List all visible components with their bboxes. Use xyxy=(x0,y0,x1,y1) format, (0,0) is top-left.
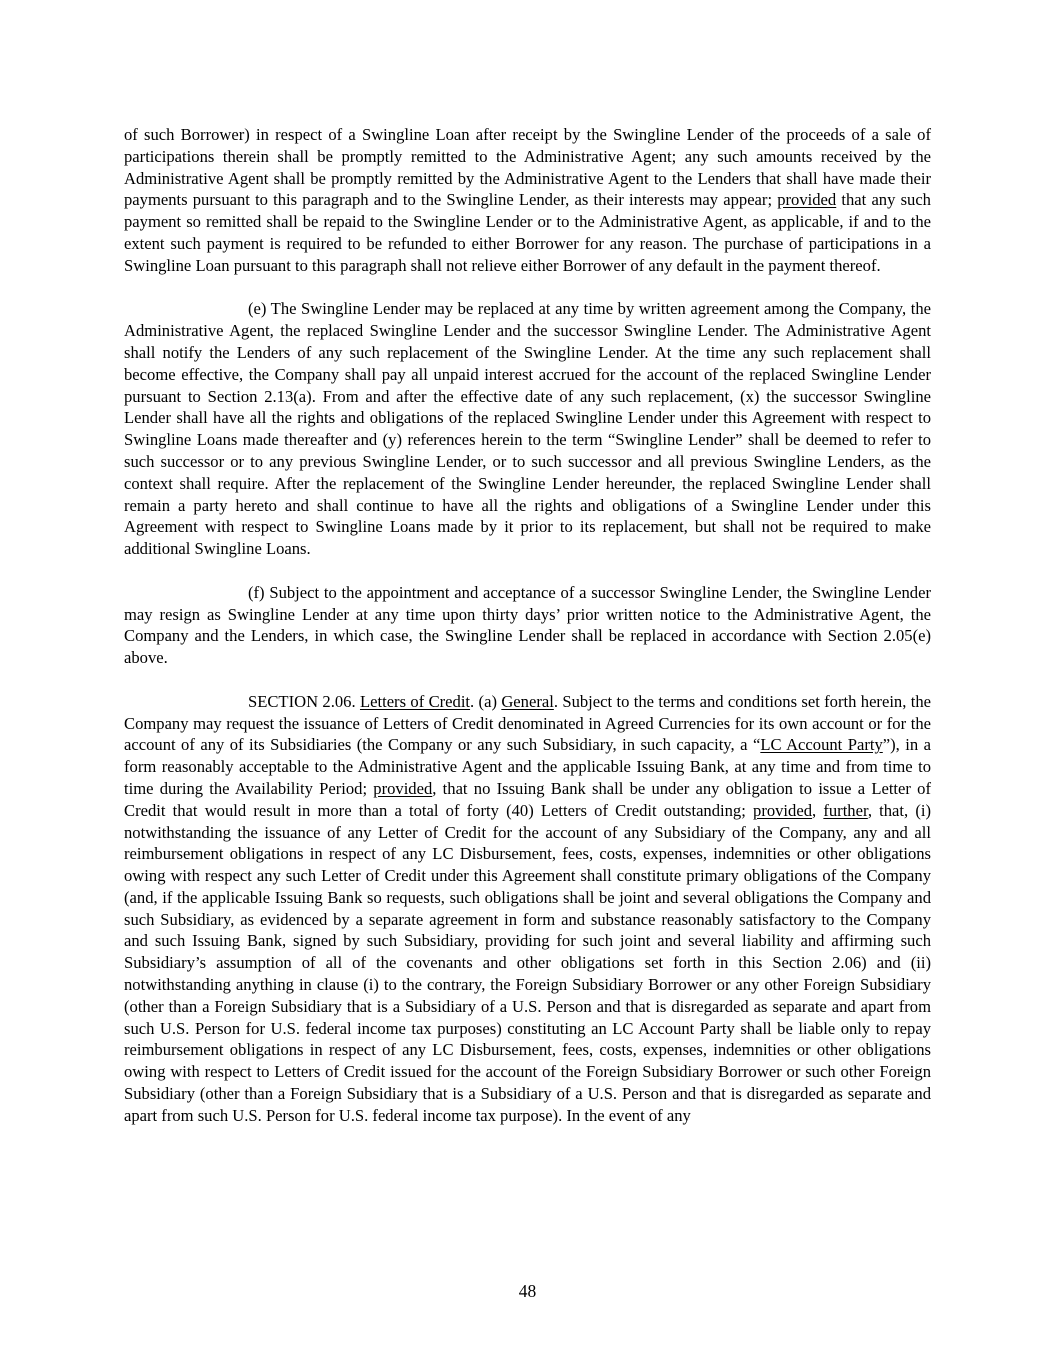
paragraph-f-swingline-resignation: (f) Subject to the appointment and acceptance of a successor Swingline Lender, the Swingline Lender may resign as Swingline Lender at any time upon thirty days’ prior written notice to the Administrative Agent, the Company and the Lenders, in which case, the Swingline Lender shall be replaced in accordance with Section 2.05(e) above. xyxy=(124,582,931,668)
paragraph-text: . (a) xyxy=(470,691,502,711)
paragraph-text: ”), in a form reasonably acceptable to the Administrative Agent and the applicable Issuing Bank, at any time and from time to time during the Availability Period; xyxy=(124,735,932,798)
paragraph-text: , xyxy=(812,800,824,820)
paragraph-swingline-participations xyxy=(124,124,931,277)
further-term: further xyxy=(823,800,868,820)
document-page xyxy=(124,124,931,1148)
paragraph-text: . Subject to the terms and conditions set forth herein, the Company may request the issuance of Letters of Credit denominated in Agreed Currencies for its own account or for the account of any of its Subsidiaries (the Company or any such Subsidiary, in such capacity, a “ xyxy=(124,691,932,755)
subsection-title: General xyxy=(501,691,554,711)
paragraph-text: of such Borrower) in respect of a Swingline Loan after receipt by the Swingline Lender of the proceeds of a sale of participations therein shall be promptly remitted to the Administrative Agent; any such amounts received by the Administrative Agent shall be promptly remitted by the Administrative Agent to the Lenders that shall have made their payments pursuant to this paragraph and to the Swingline Lender, as their interests may appear; xyxy=(124,125,931,210)
defined-term: LC Account Party xyxy=(760,735,883,755)
provided-term: provided xyxy=(777,190,837,210)
paragraph-text: that any such payment so remitted shall be repaid to the Swingline Lender or to the Administrative Agent, as applicable, if and to the extent such payment is required to be refunded to either Borrower for any reason. The purchase of participations in a Swingline Loan pursuant to this paragraph shall not relieve either Borrower of any default in the payment thereof. xyxy=(124,190,931,275)
page-number: 48 xyxy=(518,1281,537,1301)
section-title: Letters of Credit xyxy=(359,691,471,711)
paragraph-text: , that, (i) notwithstanding the issuance of any Letter of Credit for the account of any Subsidiary of the Company, any and all reimbursement obligations in respect of any LC Disbursement, fees, costs, expenses, indemnities or other obligations owing with respect any such Letter of Credit under this Agreement shall constitute primary obligations of the Company (and, if the applicable Issuing Bank so requests, such obligations shall be joint and several obligations the Company and such Subsidiary, as evidenced by a separate agreement in form and substance reasonably satisfactory to the Company and such Issuing Bank, signed by such Subsidiary, providing for such joint and several liability and affirming such Subsidiary’s assumption of all of the covenants and other obligations set forth in this Section 2.06) and (ii) notwithstanding anything in clause (i) to the contrary, the Foreign Subsidiary Borrower or any other Foreign Subsidiary (other than a Foreign Subsidiary that is a Subsidiary of a U.S. Person and that is disregarded as separate and apart from such U.S. Person for U.S. federal income tax purposes) constituting an LC Account Party shall be liable only to repay reimbursement obligations in respect of any LC Disbursement, fees, costs, expenses, indemnities or other obligations owing with respect to Letters of Credit issued for the account of the Foreign Subsidiary Borrower or such other Foreign Subsidiary (other than a Foreign Subsidiary that is a Subsidiary of a U.S. Person and that is disregarded as separate and apart from such U.S. Person for U.S. federal income tax purpose). In the event of any xyxy=(124,800,932,1125)
section-2-06-letters-of-credit xyxy=(124,691,931,1127)
provided-term: provided xyxy=(373,778,433,798)
paragraph-text: , that no Issuing Bank shall be under any obligation to issue a Letter of Credit that would result in more than a total of forty (40) Letters of Credit outstanding; xyxy=(124,778,931,820)
paragraph-e-swingline-replacement: (e) The Swingline Lender may be replaced at any time by written agreement among the Company, the Administrative Agent, the replaced Swingline Lender and the successor Swingline Lender. The Administrative Agent shall notify the Lenders of any such replacement of the Swingline Lender. At the time any such replacement shall become effective, the Company shall pay all unpaid interest accrued for the account of the replaced Swingline Lender pursuant to Section 2.13(a). From and after the effective date of any such replacement, (x) the successor Swingline Lender shall have all the rights and obligations of the replaced Swingline Lender under this Agreement with respect to Swingline Loans made thereafter and (y) references herein to the term “Swingline Lender” shall be deemed to refer to such successor or to any previous Swingline Lender, or to such successor and all previous Swingline Lenders, as the context shall require. After the replacement of the Swingline Lender hereunder, the replaced Swingline Lender shall remain a party hereto and shall continue to have all the rights and obligations of a Swingline Lender under this Agreement with respect to Swingline Loans made by it prior to its replacement, but shall not be required to make additional Swingline Loans. xyxy=(124,299,931,559)
section-number: SECTION 2.06. xyxy=(248,691,360,711)
provided-term: provided xyxy=(753,800,813,820)
